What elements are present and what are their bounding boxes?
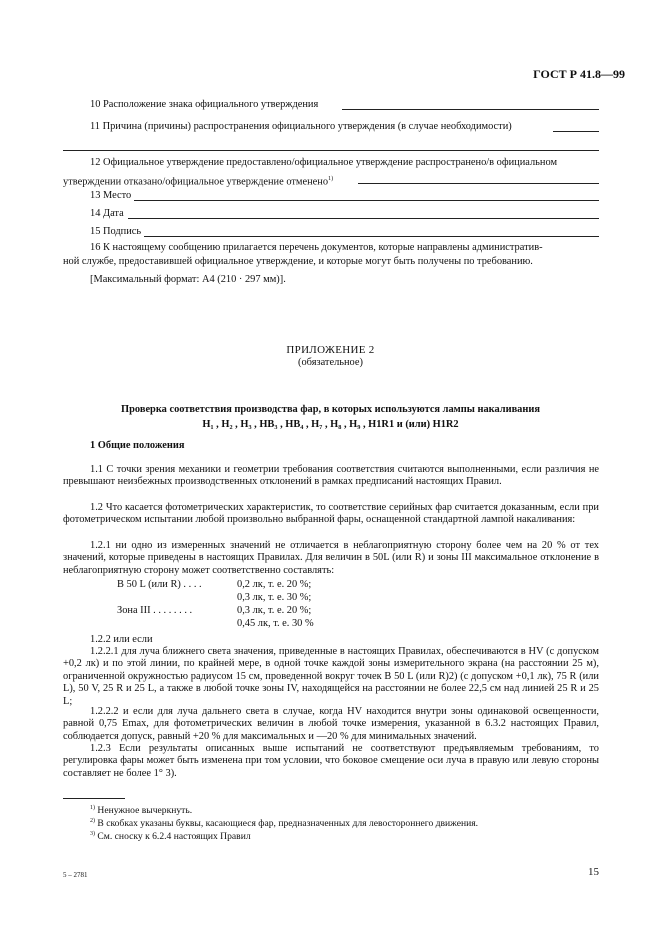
footnote-separator [63,798,125,799]
form-item-16-cont: ной службе, предоставившей официальное утверждение, и которые могут быть получены по требованию. [63,256,533,267]
paragraph-1-2-1: 1.2.1 ни одно из измеренных значений не отличается в неблагоприятную сторону более чем на 20 % от тех значений, которые приведены в настоящих Правилах. Для величин в 50L (или R) и зоны III максимальное отклонение в неблагоприятную сторону может соответственно составлять: [63,540,599,576]
form-item-14-line [128,218,599,219]
form-item-13-line [134,200,599,201]
tolerance-zone-value-2: 0,45 лк, т. е. 30 % [237,618,314,629]
tolerance-b50-value-2: 0,3 лк, т. е. 30 %; [237,592,312,603]
form-item-11: 11 Причина (причины) распространения официального утверждения (в случае необходимости) [90,121,512,132]
max-format: [Максимальный формат: А4 (210 · 297 мм)]. [90,274,286,285]
form-item-10: 10 Расположение знака официального утверждения [90,99,319,110]
paragraph-1-2: 1.2 Что касается фотометрических характеристик, то соответствие серийных фар считается доказанным, если при фотометрическом испытании любой произвольно выбранной фары, оснащенной стандартной лампой накаливания: [63,502,599,526]
form-item-16: 16 К настоящему сообщению прилагается перечень документов, которые направлены административ- [90,242,543,253]
footnote-marker-1: 1) [90,805,95,811]
form-item-14: 14 Дата [90,208,124,219]
paragraph-1-1: 1.1 С точки зрения механики и геометрии требования соответствия считаются выполненными, если различия не превышают неизбежных производственных отклонений в рамках предписаний настоящих Правил. [63,464,599,488]
form-item-12-line [358,183,599,184]
form-item-12: 12 Официальное утверждение предоставлено/официальное утверждение распространено/в официальном [90,157,558,168]
section-1-title: 1 Общие положения [90,440,185,451]
footnote-1: $^{1)}$ Ненужное вычеркнуть. [90,805,193,817]
appendix-title: ПРИЛОЖЕНИЕ 2 [286,344,375,356]
standard-number: ГОСТ Р 41.8—99 [533,67,625,81]
form-item-15: 15 Подпись [90,226,142,237]
paragraph-1-2-2: 1.2.2 или если [90,634,153,645]
form-item-13: 13 Место [90,190,132,201]
tolerance-zone-label: Зона III . . . . . . . . [117,605,193,616]
tolerance-b50-label: В 50 L (или R) . . . . [117,579,202,590]
footnote-3: $^{3)}$ См. сноску к 6.2.4 настоящих Правил [90,831,251,843]
footnote-ref-1: 1) [328,176,334,182]
footnote-marker-2: 2) [90,818,95,824]
paragraph-1-2-3: 1.2.3 Если результаты описанных выше испытаний не соответствуют предъявляемым требованиям, то регулировка фары может быть изменена при том условии, что боковое смещение оси луча в правую или левую стороны составляет не более 1° 3). [63,743,599,779]
paragraph-1-2-2-1: 1.2.2.1 для луча ближнего света значения, приведенные в настоящих Правилах, обеспечиваются в HV (с допуском +0,2 лк) и по этой линии, по крайней мере, в одной точке каждой зоны измерительного экрана (на расстоянии 25 м), ограниченной окружностью радиусом 15 см, проведенной вокруг точек B 50 L (или R)2) (с допуском +0,1 лк), 75 R (или L), 50 V, 25 R и 25 L, а также в любой точке зоны IV, находящейся на расстоянии не более 22,5 см над линией 25 R и 25 L; [63,646,599,707]
form-item-11-line [553,131,599,132]
appendix-heading: Проверка соответствия производства фар, в которых используются лампы накаливания [121,404,540,415]
page-number: 15 [588,866,599,878]
paragraph-1-2-2-2: 1.2.2.2 и если для луча дальнего света в случае, когда HV находится внутри зоны одинаковой освещенности, равной 0,75 Emax, для фотометрических величин в любой точке измерения, указанной в 6.3.2 настоящих Правил, соблюдается допуск, равный +20 % для максимальных и —20 % для минимальных значений. [63,706,599,742]
footnote-2: $^{2)}$ В скобках указаны буквы, касающиеся фар, предназначенных для левостороннего движения. [90,818,479,830]
form-item-11-line-2 [63,150,599,151]
appendix-subtitle: (обязательное) [298,357,363,368]
print-code: 5 – 2781 [63,871,88,879]
form-item-12-cont: утверждении отказано/официальное утверждение отменено$^{1)}$ [63,176,334,188]
tolerance-zone-value-1: 0,3 лк, т. е. 20 %; [237,605,312,616]
lamp-types: H₁ , H₂ , H₃ , HB₃ , HB₄ , H₇ , H₈ , H₉ , H1R1 и (или) H1R2 [202,419,459,430]
form-item-10-line [342,109,599,110]
form-item-15-line [144,236,599,237]
tolerance-b50-value-1: 0,2 лк, т. е. 20 %; [237,579,312,590]
footnote-marker-3: 3) [90,831,95,837]
